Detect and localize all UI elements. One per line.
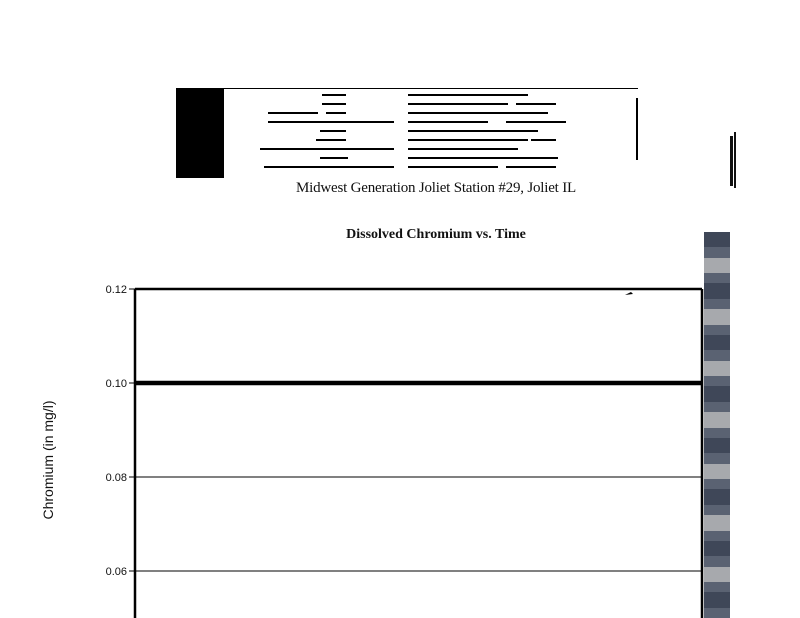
strip-block (704, 438, 730, 453)
y-axis-label: Chromium (in mg/l) (40, 400, 56, 520)
scan-artifact-mark (625, 292, 633, 295)
strip-block (704, 309, 730, 324)
strip-block (704, 361, 730, 376)
y-tick-label: 0.10 (105, 378, 127, 390)
strip-block (704, 283, 730, 298)
strip-block (704, 541, 730, 556)
site-caption: Midwest Generation Joliet Station #29, Joliet IL (296, 180, 576, 196)
strip-block (704, 489, 730, 504)
strip-block (704, 412, 730, 427)
y-tick-label: 0.06 (105, 566, 127, 578)
strip-block (704, 515, 730, 530)
y-tick-label: 0.12 (105, 284, 127, 296)
strip-block (704, 386, 730, 401)
scan-side-strip (704, 232, 730, 618)
scan-corner-mark (728, 132, 738, 188)
chart-title: Dissolved Chromium vs. Time (346, 227, 526, 242)
strip-block (704, 335, 730, 350)
strip-block (704, 232, 730, 247)
strip-block (704, 567, 730, 582)
y-tick-label: 0.08 (105, 472, 127, 484)
strip-block (704, 592, 730, 607)
strip-block (704, 464, 730, 479)
strip-block (704, 258, 730, 273)
